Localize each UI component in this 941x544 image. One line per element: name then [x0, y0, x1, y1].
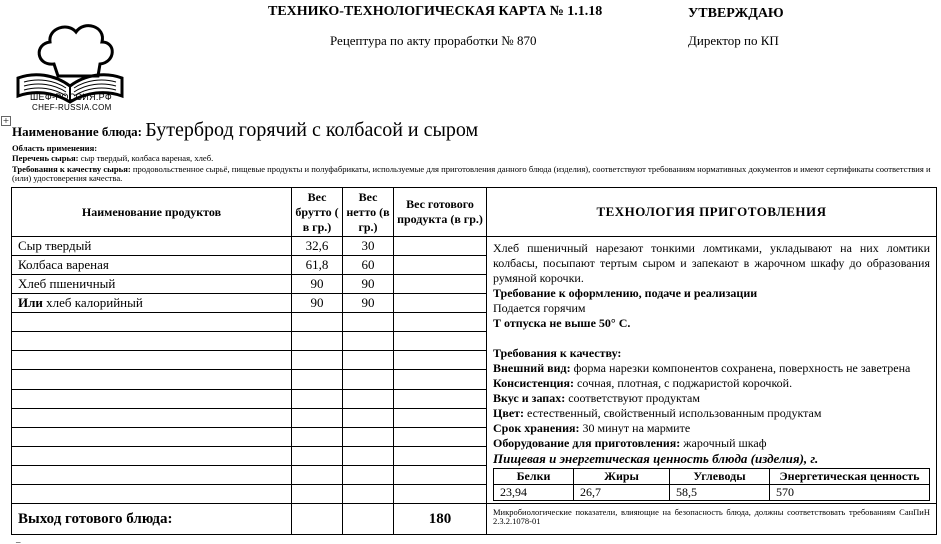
nutrition-header: Жиры: [574, 469, 670, 485]
table-move-handle-icon[interactable]: +: [2, 116, 10, 125]
logo-text-ru: ШЕФ-РОССИЯ.РФ: [30, 92, 113, 102]
microbiology-note: Микробиологические показатели, влияющие на безопасность блюда, должны соответствовать требованиям СанПиН 2.3.2.1078-01: [487, 504, 937, 535]
product-name: Хлеб пшеничный: [12, 275, 292, 294]
quality-look: Внешний вид: форма нарезки компонентов сохранена, поверхность не заветрена: [493, 361, 911, 375]
brutto-value: 32,6: [292, 237, 343, 256]
dish-name: Бутерброд горячий с колбасой и сыром: [145, 119, 479, 141]
nutrition-header: Энергетическая ценность: [770, 469, 930, 485]
serve-value: Подается горячим: [493, 301, 586, 315]
nutrition-value: 570: [770, 485, 930, 501]
storage-time: Срок хранения: 30 минут на мармите: [493, 421, 691, 435]
footer-mark: _: [16, 534, 21, 544]
card-title: ТЕХНИКО-ТЕХНОЛОГИЧЕСКАЯ КАРТА № 1.1.18: [268, 4, 603, 19]
brutto-value: 61,8: [292, 256, 343, 275]
nutrition-value: 23,94: [494, 485, 574, 501]
brutto-value: 90: [292, 294, 343, 313]
serve-temp: Т отпуска не выше 50° С.: [493, 316, 631, 330]
approve-label: УТВЕРЖДАЮ: [688, 6, 784, 21]
ready-value: [394, 256, 487, 275]
technology-text: [487, 237, 937, 504]
brutto-value: 90: [292, 275, 343, 294]
header-technology: ТЕХНОЛОГИЯ ПРИГОТОВЛЕНИЯ: [487, 188, 937, 237]
netto-value: 30: [343, 237, 394, 256]
card-subtitle: Рецептура по акту проработки № 870: [330, 33, 537, 48]
process-text: Хлеб пшеничный нарезают тонкими ломтиками, укладывают на них ломтики колбасы, посыпают тертым сыром и запекают в жарочном шкафу до образования румяной корочки.: [493, 241, 930, 285]
nutrition-value: 26,7: [574, 485, 670, 501]
product-name: Колбаса вареная: [12, 256, 292, 275]
energy-title: Пищевая и энергетическая ценность блюда (изделия), г.: [493, 451, 819, 466]
logo-text-en: CHEF-RUSSIA.COM: [32, 103, 112, 112]
quality-consistency: Консистенция: сочная, плотная, с поджаристой корочкой.: [493, 376, 793, 390]
dish-label: Наименование блюда:: [12, 124, 146, 139]
netto-value: 60: [343, 256, 394, 275]
header-brutto: Вес брутто ( в гр.): [292, 188, 343, 237]
nutrition-value: 58,5: [670, 485, 770, 501]
director-label: Директор по КП: [688, 33, 779, 48]
equipment: Оборудование для приготовления: жарочный шкаф: [493, 436, 767, 450]
netto-value: 90: [343, 294, 394, 313]
nutrition-header: Углеводы: [670, 469, 770, 485]
quality-color: Цвет: естественный, свойственный использованным продуктам: [493, 406, 822, 420]
ready-value: [394, 275, 487, 294]
header-ready-weight: Вес готового продукта (в гр.): [394, 188, 487, 237]
serve-label: Требование к оформлению, подаче и реализации: [493, 286, 758, 300]
raw-list: Перечень сырья: сыр твердый, колбаса вареная, хлеб.: [12, 153, 214, 163]
table-header-row: [12, 188, 937, 237]
header-product-name: Наименование продуктов: [12, 188, 292, 237]
yield-label: Выход готового блюда:: [12, 504, 292, 535]
ready-value: [394, 237, 487, 256]
raw-requirements: Требования к качеству сырья: продовольственное сырьё, пищевые продукты и полуфабрикаты, используемые для приготовления данного блюда (изделия), соответствуют требованиям нормативных документов и имеют сертификаты соответствия и (или) удостоверения качества.: [12, 164, 931, 183]
recipe-table: [11, 187, 937, 535]
dish-title: [12, 119, 478, 142]
header-netto: Вес нетто (в гр.): [343, 188, 394, 237]
netto-value: 90: [343, 275, 394, 294]
area-of-use: Область применения:: [12, 143, 98, 153]
yield-value: 180: [394, 504, 487, 535]
product-name: Или хлеб калорийный: [12, 294, 292, 313]
ready-value: [394, 294, 487, 313]
quality-label: Требования к качеству:: [493, 346, 622, 360]
yield-row: [12, 504, 937, 535]
product-name: Сыр твердый: [12, 237, 292, 256]
nutrition-header: Белки: [494, 469, 574, 485]
nutrition-table: [493, 468, 930, 501]
table-row: [12, 237, 937, 256]
quality-taste: Вкус и запах: соответствуют продуктам: [493, 391, 700, 405]
